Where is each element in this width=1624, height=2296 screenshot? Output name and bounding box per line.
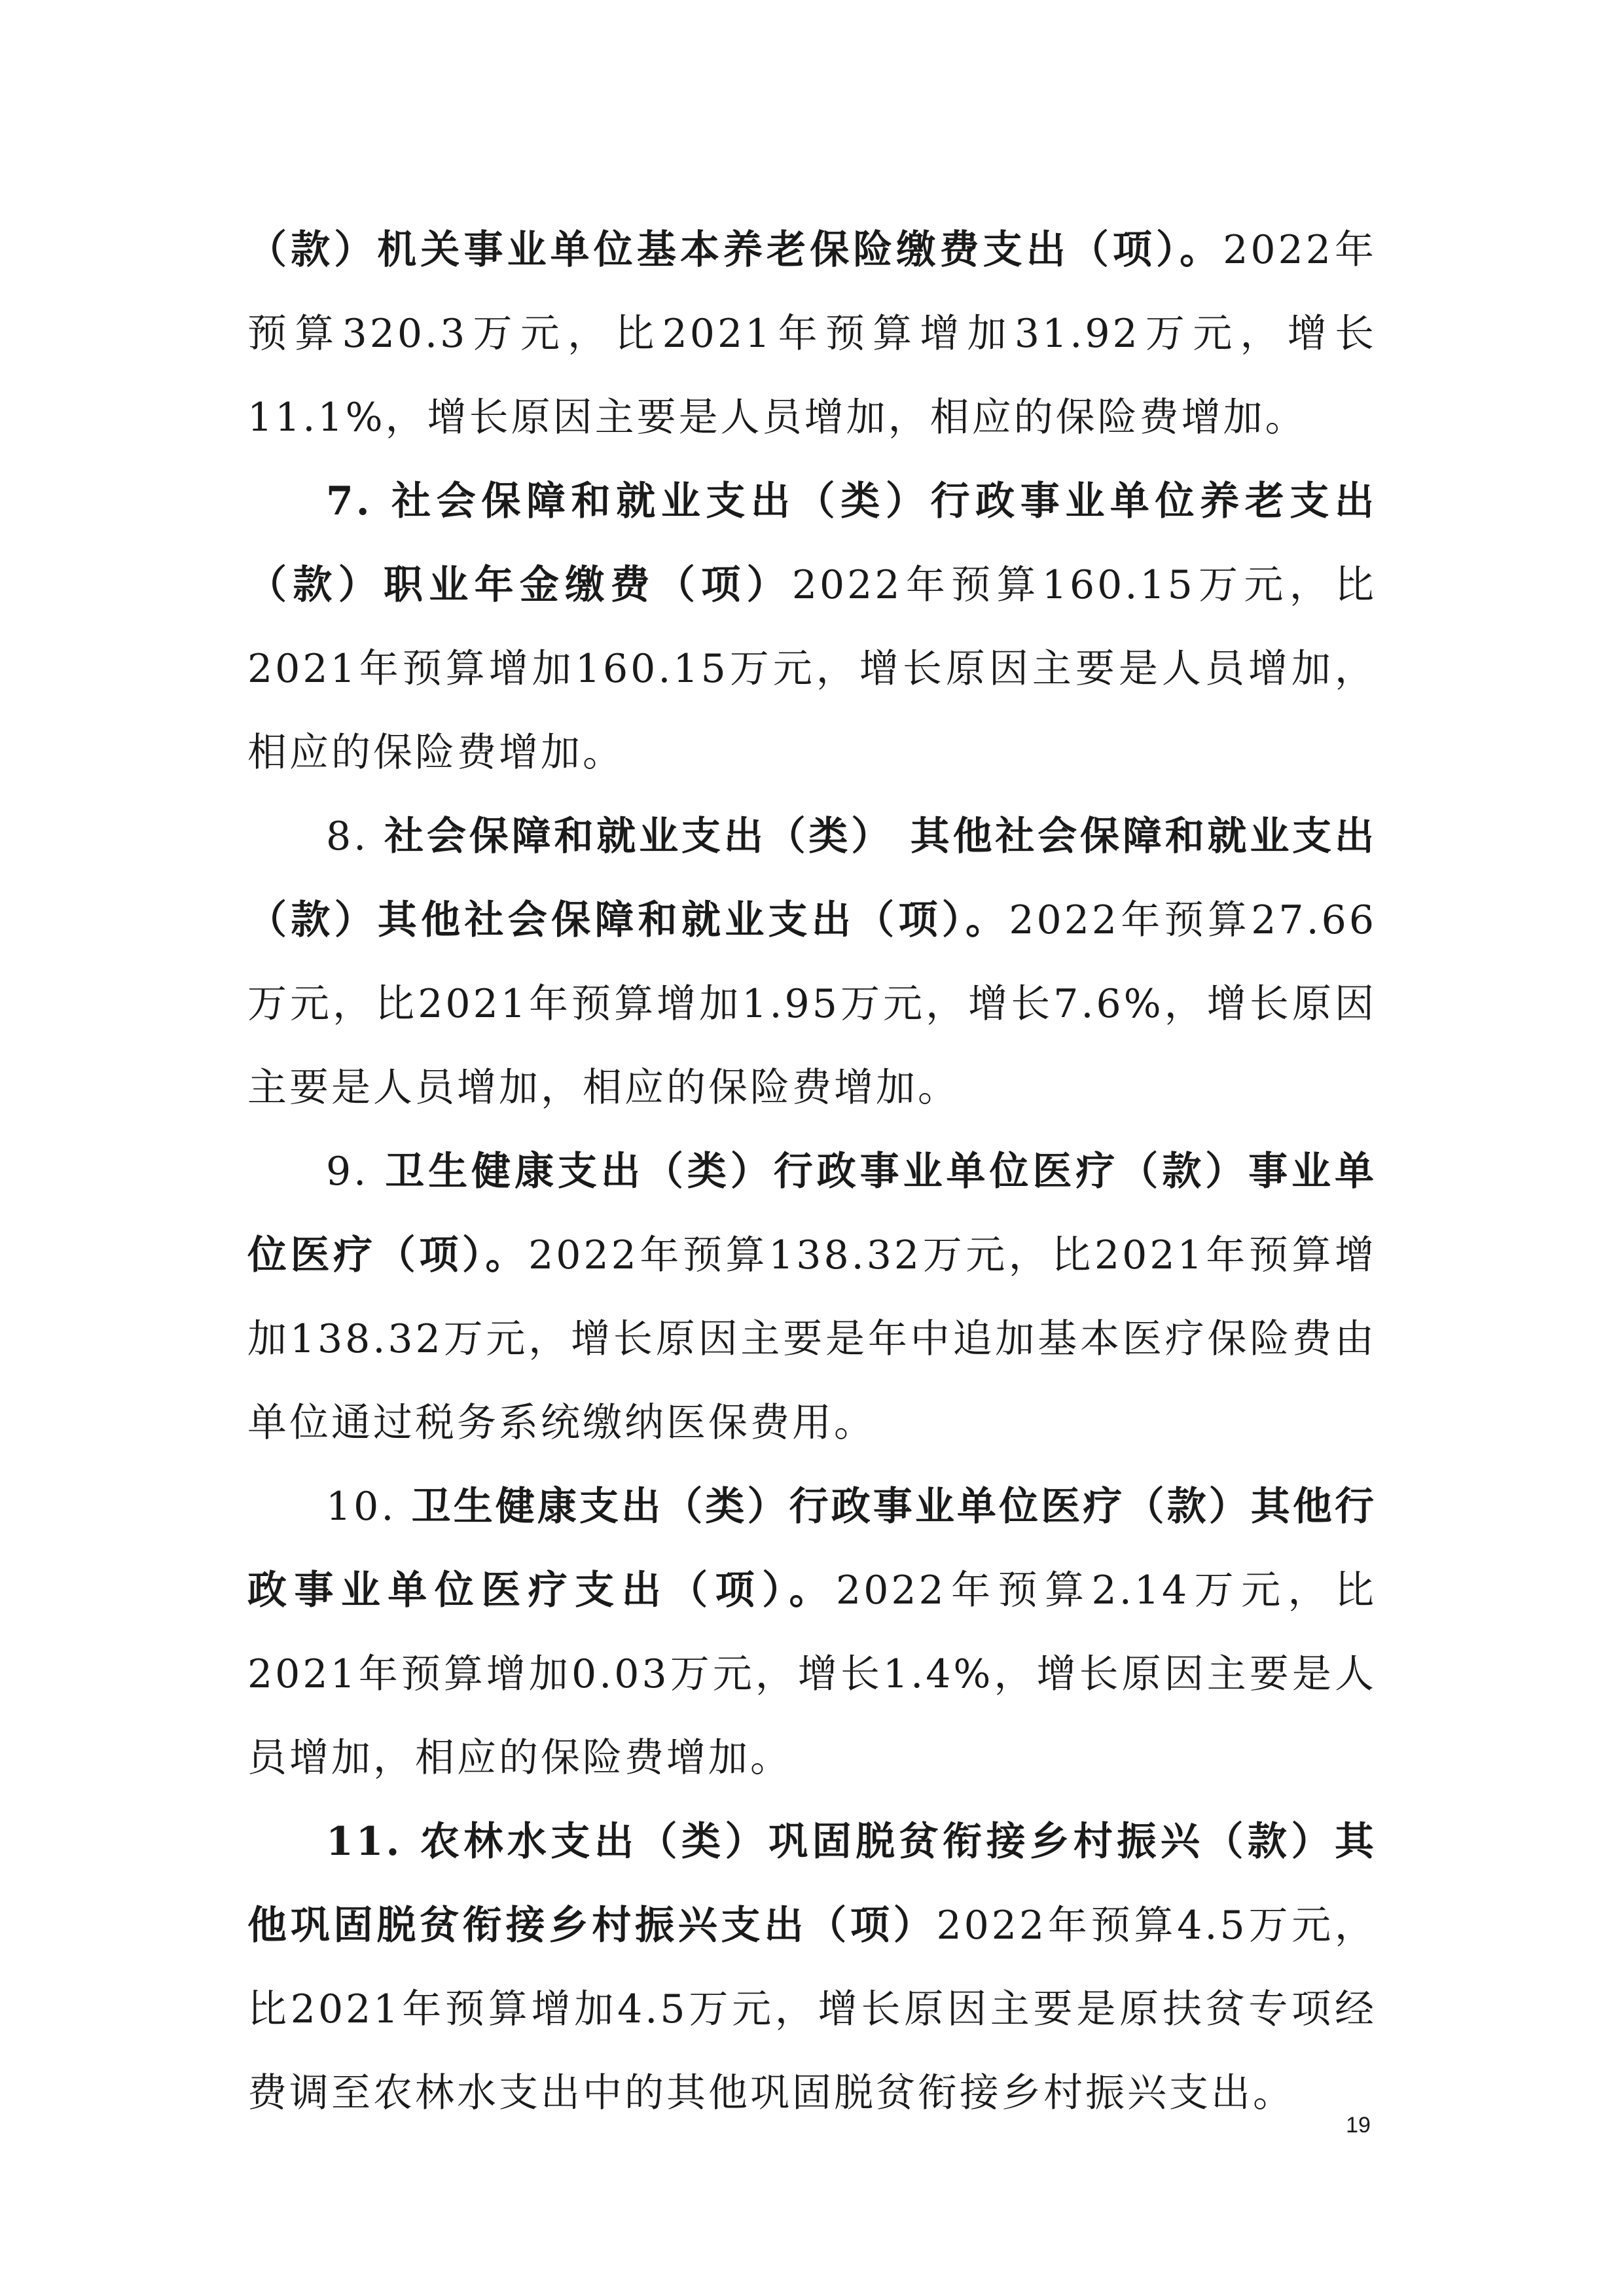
paragraph-number: 8. (326, 814, 385, 859)
paragraph-body: 2022年预算27.66万元，比2021年预算增加1.95万元，增长7.6%，增长原因主要是人员增加，相应的保险费增加。 (247, 897, 1377, 1111)
paragraph-heading: （款）机关事业单位基本养老保险缴费支出（项）。 (247, 227, 1223, 273)
paragraph-7 (247, 459, 1377, 795)
paragraph-body: 2022年预算2.14万元，比2021年预算增加0.03万元，增长1.4%，增长原因主要是人员增加，相应的保险费增加。 (247, 1568, 1377, 1781)
paragraph-heading: 社会保障和就业支出（类）行政事业单位养老支出（款）职业年金缴费（项） (247, 478, 1377, 608)
paragraph-10 (247, 1465, 1377, 1800)
paragraph-heading: 农林水支出（类）巩固脱贫衔接乡村振兴（款）其他巩固脱贫衔接乡村振兴支出（项） (247, 1819, 1377, 1948)
paragraph-body: 2022年预算160.15万元，比2021年预算增加160.15万元，增长原因主要是人员增加，相应的保险费增加。 (247, 562, 1377, 776)
paragraph-body: 2022年预算4.5万元，比2021年预算增加4.5万元，增长原因主要是原扶贫专项经费调至农林水支出中的其他巩固脱贫衔接乡村振兴支出。 (247, 1903, 1377, 2116)
paragraph-heading: 卫生健康支出（类）行政事业单位医疗（款）其他行政事业单位医疗支出（项）。 (247, 1484, 1377, 1613)
paragraph-number: 10. (326, 1484, 412, 1530)
paragraph-9 (247, 1130, 1377, 1465)
page-body (247, 208, 1377, 2135)
paragraph-8 (247, 795, 1377, 1130)
paragraph-number: 7. (326, 478, 392, 524)
paragraph-number: 11. (326, 1819, 420, 1865)
paragraph-body: 2022年预算138.32万元，比2021年预算增加138.32万元，增长原因主要是年中追加基本医疗保险费由单位通过税务系统缴纳医保费用。 (247, 1232, 1377, 1446)
paragraph-11 (247, 1800, 1377, 2135)
page-number: 19 (1346, 2113, 1371, 2138)
paragraph-6-continued (247, 208, 1377, 459)
paragraph-heading: 卫生健康支出（类）行政事业单位医疗（款）事业单位医疗（项）。 (247, 1149, 1377, 1278)
paragraph-heading: 社会保障和就业支出（类） 其他社会保障和就业支出（款）其他社会保障和就业支出（项）。 (247, 814, 1377, 943)
paragraph-number: 9. (326, 1149, 386, 1194)
paragraph-body: 2022年预算320.3万元，比2021年预算增加31.92万元，增长11.1%，增长原因主要是人员增加，相应的保险费增加。 (247, 227, 1377, 440)
